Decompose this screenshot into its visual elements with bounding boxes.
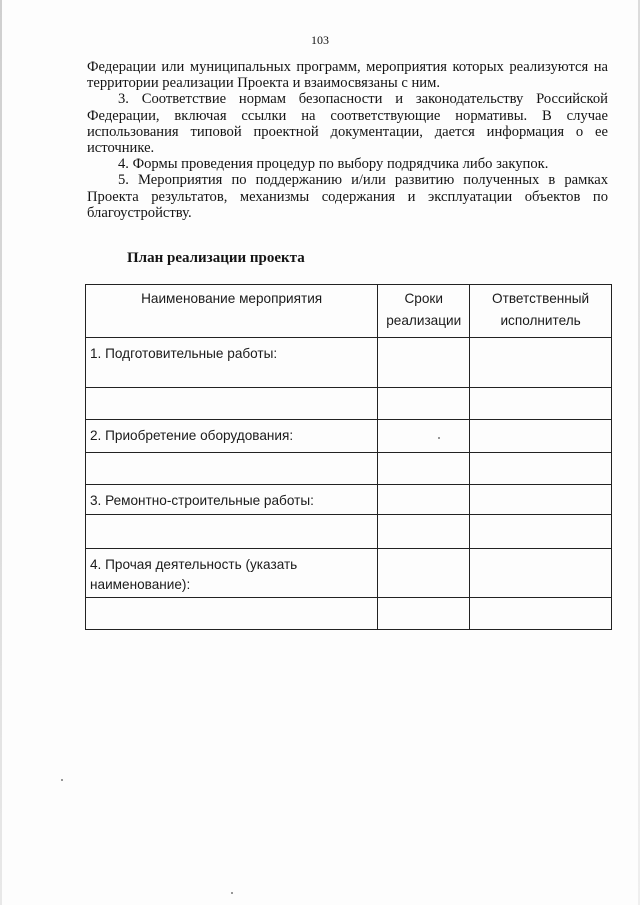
cell-responsible [470,338,612,388]
table-row [86,515,612,549]
cell-name [86,598,378,630]
cell-name [86,453,378,485]
cell-responsible [470,485,612,515]
page-number: 103 [311,33,329,47]
table-row [86,549,612,598]
cell-name: 3. Ремонтно-строительные работы: [86,485,378,515]
paragraph-item-4: 4. Формы проведения процедур по выбору подрядчика либо закупок. [118,156,549,173]
paragraph-item-3: 3. Соответствие нормам безопасности и законодательству Российской Федерации, включая ссылки на соответствующие нормативы. В случае использования типовой проектной документации, дается информация о ее источнике. [87,91,608,157]
body-text [87,59,608,221]
cell-terms [378,388,470,420]
paragraph-continuation: Федерации или муниципальных программ, мероприятия которых реализуются на территории реализации Проекта и взаимосвязаны с ним. [87,59,608,92]
cell-name: 1. Подготовительные работы: [86,338,378,388]
cell-terms [378,338,470,388]
cell-name: 2. Приобретение оборудования: [86,420,378,453]
header-name: Наименование мероприятия [86,285,378,338]
table-row [86,485,612,515]
scan-speck [231,892,233,894]
cell-terms [378,453,470,485]
header-responsible: Ответственный исполнитель [470,285,612,338]
cell-responsible [470,598,612,630]
paragraph-item-5: 5. Мероприятия по поддержанию и/или развитию полученных в рамках Проекта результатов, механизмы содержания и эксплуатации объектов по благоустройству. [87,172,608,221]
cell-name: 4. Прочая деятельность (указать наименование): [86,549,378,598]
cell-terms [378,420,470,453]
cell-terms [378,485,470,515]
cell-responsible [470,388,612,420]
scan-speck [438,437,440,439]
cell-terms [378,549,470,598]
table-row [86,338,612,388]
table-row [86,388,612,420]
plan-table [85,284,612,630]
cell-terms [378,598,470,630]
cell-responsible [470,453,612,485]
cell-terms [378,515,470,549]
table-row [86,453,612,485]
table-row [86,598,612,630]
table-header-row [86,285,612,338]
cell-name [86,388,378,420]
table-row [86,420,612,453]
cell-responsible [470,549,612,598]
cell-responsible [470,515,612,549]
cell-responsible [470,420,612,453]
scan-edge-left [0,0,2,905]
table-title: План реализации проекта [127,250,305,266]
scan-speck [61,779,63,781]
header-terms: Сроки реализации [378,285,470,338]
cell-name [86,515,378,549]
